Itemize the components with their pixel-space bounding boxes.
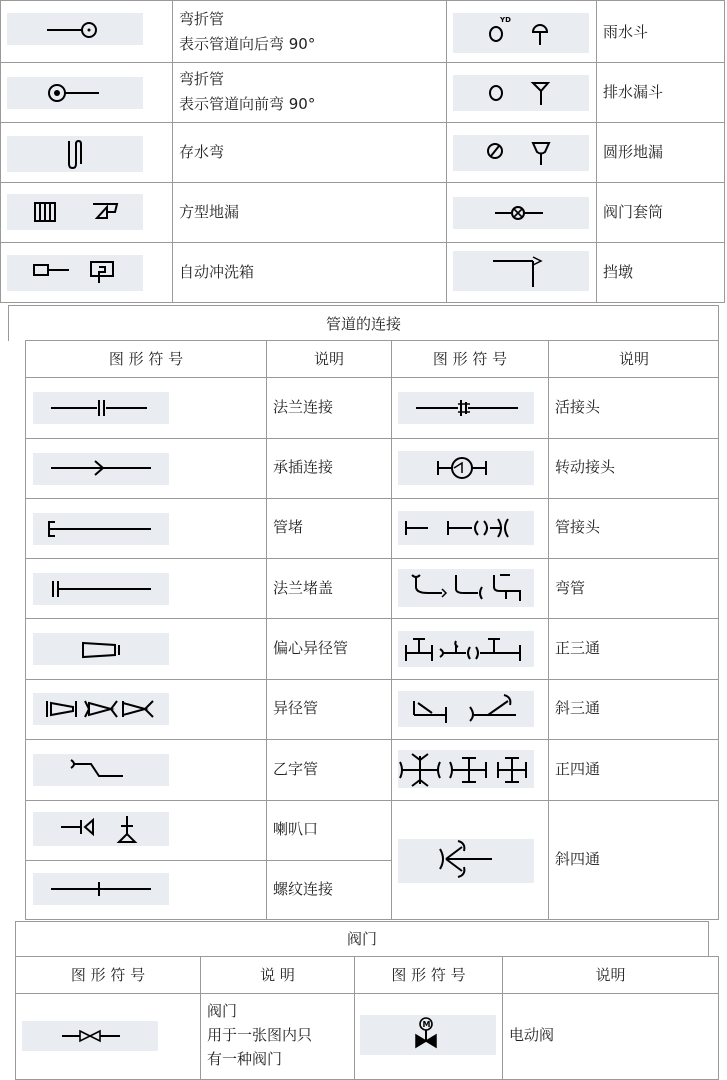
threaded-connection-label: 螺纹连接: [273, 880, 334, 898]
bend-forward-icon: [7, 77, 143, 109]
pipe-coupling-label: 管接头: [555, 518, 601, 536]
lateral-tee-icon: [398, 691, 534, 727]
thrust-block-icon: [453, 251, 589, 291]
eccentric-reducer-label: 偏心异径管: [273, 639, 349, 657]
valves-header-symbol-left: 图 形 符 号: [70, 966, 146, 984]
valve-label-line2: 用于一张图内只: [207, 1026, 313, 1044]
valve-sleeve-icon: [453, 197, 589, 229]
tee-label: 正三通: [555, 639, 601, 657]
header-desc-left: 说明: [313, 350, 344, 368]
union-joint-label: 活接头: [555, 398, 601, 416]
elbow-label: 弯管: [555, 579, 586, 597]
cross-label: 正四通: [555, 760, 601, 778]
round-floor-drain-icon: [453, 135, 589, 171]
row1-right-label: 雨水斗: [603, 23, 649, 41]
header-desc-right: 说明: [618, 350, 649, 368]
electric-valve-label: 电动阀: [509, 1026, 555, 1044]
offset-pipe-icon: [33, 754, 169, 786]
bell-mouth-icon: [33, 812, 169, 846]
socket-connection-label: 承插连接: [273, 458, 334, 476]
rain-bucket-icon-text: YD: [500, 16, 511, 24]
reducer-label: 异径管: [273, 699, 319, 717]
bend-back-icon: [7, 13, 143, 45]
auto-flush-tank-icon: [7, 255, 143, 291]
drain-funnel-icon: [453, 75, 589, 111]
eccentric-reducer-icon: [33, 633, 169, 665]
pipe-connection-title-box: [8, 305, 719, 341]
electric-valve-icon-text: M: [422, 1020, 431, 1029]
reducer-icon: [33, 693, 169, 725]
row3-right-label: 圆形地漏: [603, 143, 664, 161]
header-symbol-left: 图 形 符 号: [108, 350, 184, 368]
cross-icon: [398, 750, 534, 788]
valves-header-symbol-right: 图 形 符 号: [391, 966, 466, 984]
row3-left-label: 存水弯: [179, 143, 225, 161]
square-floor-drain-icon: [7, 194, 143, 230]
row2-left-label-line1: 弯折管: [179, 70, 225, 88]
header-symbol-right: 图 形 符 号: [432, 350, 508, 368]
tee-icon: [398, 631, 534, 667]
flange-connection-icon: [33, 392, 169, 424]
electric-valve-icon: [360, 1015, 496, 1055]
elbow-icon: [398, 569, 534, 607]
valves-table: [15, 956, 719, 1080]
valves-header-desc-left: 说 明: [260, 966, 295, 984]
valves-title: 阀门: [346, 930, 377, 948]
row5-left-label: 自动冲洗箱: [179, 263, 255, 281]
threaded-connection-icon: [33, 873, 169, 905]
trap-icon: [7, 136, 143, 172]
flange-connection-label: 法兰连接: [273, 398, 334, 416]
offset-pipe-label: 乙字管: [273, 760, 319, 778]
pipe-plug-label: 管堵: [273, 518, 304, 536]
swivel-joint-label: 转动接头: [555, 458, 616, 476]
row1-left-label-line1: 弯折管: [179, 10, 225, 28]
valves-title-box: [15, 921, 709, 957]
lateral-cross-icon: [398, 839, 534, 883]
valve-icon: [22, 1021, 158, 1051]
bell-mouth-label: 喇叭口: [273, 820, 319, 838]
row2-right-label: 排水漏斗: [603, 83, 664, 101]
union-joint-icon: [398, 392, 534, 424]
row1-left-label-line2: 表示管道向后弯 90°: [179, 35, 316, 53]
socket-connection-icon: [33, 453, 169, 485]
blind-flange-label: 法兰堵盖: [273, 579, 334, 597]
blind-flange-icon: [33, 573, 169, 605]
row4-right-label: 阀门套筒: [603, 203, 664, 221]
pipe-coupling-icon: [398, 511, 534, 545]
row4-left-label: 方型地漏: [179, 203, 240, 221]
valves-header-desc-right: 说明: [595, 966, 626, 984]
valve-label-line3: 有一种阀门: [207, 1050, 283, 1068]
pipe-plug-icon: [33, 513, 169, 545]
pipe-connection-title: 管道的连接: [325, 315, 401, 333]
top-symbol-table: [0, 0, 725, 303]
swivel-joint-icon: [398, 451, 534, 485]
rain-bucket-icon: [453, 13, 589, 53]
row2-left-label-line2: 表示管道向前弯 90°: [179, 95, 316, 113]
row5-right-label: 挡墩: [603, 263, 634, 281]
lateral-tee-label: 斜三通: [555, 699, 601, 717]
lateral-cross-label: 斜四通: [555, 850, 601, 868]
pipe-connection-table: [25, 340, 719, 920]
valve-label-line1: 阀门: [207, 1002, 238, 1020]
